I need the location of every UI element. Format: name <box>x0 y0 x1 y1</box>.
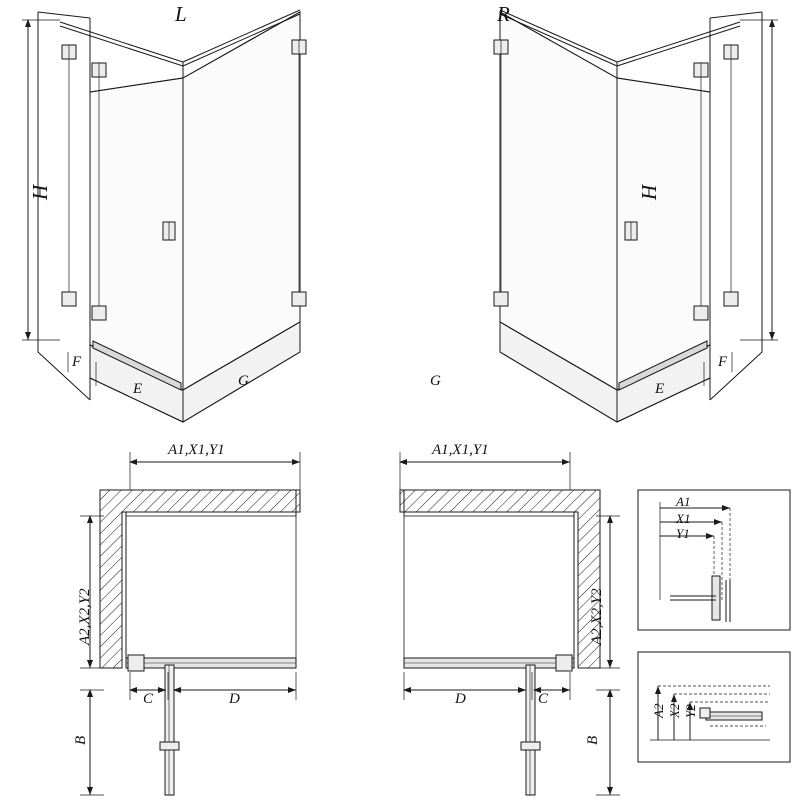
detail-x2-label: X2 <box>667 703 682 718</box>
iso-left-height-label: H <box>28 184 52 200</box>
plan-right-top-dim-label: A1,X1,Y1 <box>432 442 489 458</box>
iso-view-left <box>22 10 306 422</box>
iso-right-title: R <box>497 2 510 26</box>
plan-left-d-label: D <box>229 691 240 707</box>
plan-right-b-label: B <box>585 735 601 745</box>
iso-view-right <box>494 10 778 422</box>
detail-x1-label: X1 <box>676 511 691 526</box>
iso-left-g-label: G <box>238 373 249 389</box>
plan-view-left <box>77 452 300 795</box>
plan-right-d-label: D <box>455 691 466 707</box>
iso-left-title: L <box>175 2 187 26</box>
detail-y1-label: Y1 <box>676 526 690 541</box>
detail-a2-label: A2 <box>651 703 666 718</box>
plan-right-c-label: C <box>538 691 549 707</box>
detail-a1-label: A1 <box>676 494 691 509</box>
iso-right-e-label: E <box>655 381 665 397</box>
iso-left-f-label: F <box>72 354 82 370</box>
iso-right-g-label: G <box>430 373 441 389</box>
plan-left-top-dim-label: A1,X1,Y1 <box>168 442 225 458</box>
iso-right-f-label: F <box>718 354 728 370</box>
plan-left-b-label: B <box>73 735 89 745</box>
plan-right-side-dim-label: A2,X2,Y2 <box>589 588 605 645</box>
plan-left-side-dim-label: A2,X2,Y2 <box>77 588 93 645</box>
detail-y2-label: Y2 <box>683 704 698 718</box>
iso-left-e-label: E <box>133 381 143 397</box>
detail-top-right <box>638 490 790 630</box>
plan-left-c-label: C <box>143 691 154 707</box>
iso-right-height-label: H <box>637 184 661 200</box>
